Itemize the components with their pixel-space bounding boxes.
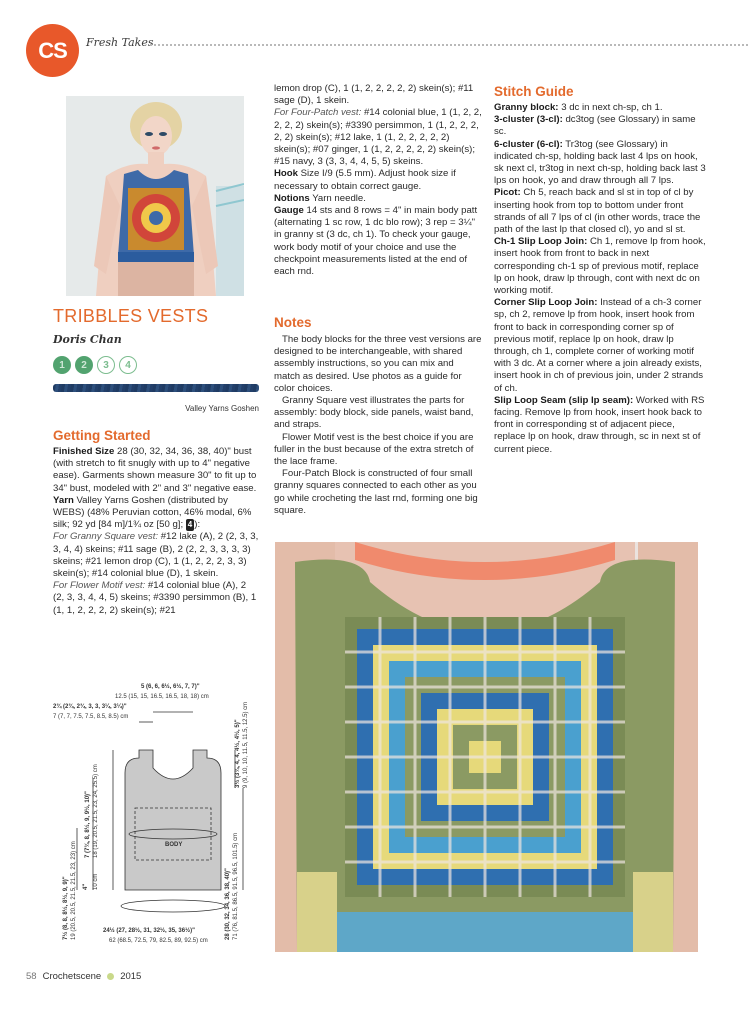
schematic-bottom: 24½ (27, 28½, 31, 32½, 35, 36½)": [103, 928, 195, 934]
stitch-guide: [494, 102, 708, 456]
model-photo: [66, 96, 244, 296]
hook-info: Hook Size I/9 (5.5 mm). Adjust hook size if necessary to obtain correct gauge.: [274, 168, 456, 192]
yarn-weight-icon: 4: [186, 519, 194, 531]
flower-colors: For Flower Motif vest: #14 colonial blue (A), 2 (2, 3, 3, 4, 4, 5) skeins; #3390 persimmon (B), 1 (1, 1, 2, 2, 2, 2) skein(s); #21: [53, 580, 257, 616]
notes-paragraph: The body blocks for the three vest versions are designed to be interchangeable, with shared assembly instructions, so you can mix and match as desired. Use photos as a guide for color choices.: [274, 334, 482, 394]
notes-paragraph: Granny Square vest illustrates the parts for assembly: body block, side panels, waist band, and straps.: [274, 395, 474, 431]
pattern-title: TRIBBLES VESTS: [53, 306, 209, 326]
magazine-name: Crochetscene: [42, 971, 102, 982]
notes-heading: Notes: [274, 315, 312, 330]
skill-level-2: 2: [75, 356, 93, 374]
schematic-bust: 28 (30, 32, 34, 36, 38, 40)": [225, 868, 231, 940]
finished-size: Finished Size 28 (30, 32, 34, 36, 38, 40)" bust (with stretch to fit snugly with up to 4" negative ease). Garments shown measure 30" to fit up to 34" bust, modeled with 2" and 3" negative ease.: [53, 446, 257, 494]
schematic-bust-cm: 71 (76, 81.5, 86.5, 91.5, 96.5, 101.5) cm: [233, 832, 239, 940]
schematic-strap: 2¾ (2¾, 2¾, 3, 3, 3¼, 3¼)": [53, 704, 127, 710]
magazine-logo: CS: [26, 24, 79, 77]
yarn-caption: Valley Yarns Goshen: [185, 404, 259, 413]
size-schematic: [53, 678, 273, 948]
schematic-armhole: 3½ (3¾, 4, 4, 4½, 4½, 5)": [235, 719, 241, 788]
schematic-left-height-cm: 18 (19, 20.5, 21.5, 23, 24, 25.5) cm: [93, 764, 99, 858]
schematic-body-height: 7½ (8, 8, 8½, 8½, 9, 9)": [63, 876, 69, 940]
yarn-swatch: [53, 384, 259, 392]
fourpatch-colors: For Four-Patch vest: #14 colonial blue, 1 (1, 2, 2, 2, 2, 2) skein(s); #3390 persimmon, 1 (1, 2, 2, 2, 2, 2) skein(s); #12 lake, 1 (1, 2, 2, 2, 2, 2) skein(s); #07 ginger, 1 (1, 2, 2, 2, 2, 2) skein(s); #15 navy, 3 (3, 3, 4, 4, 5, 5) skeins.: [274, 107, 482, 168]
schematic-body-height-cm: 19 (20.5, 20.5, 21.5, 21.5, 23, 23) cm: [71, 841, 77, 940]
page-number: 58: [26, 971, 37, 982]
skill-level-1: 1: [53, 356, 71, 374]
schematic-waist: 4": [83, 883, 89, 890]
notes-text: [274, 334, 482, 517]
stitch-entry: Picot: Ch 5, reach back and sl st in top of cl by inserting hook from top to bottom under front strands of all 7 lps of cl (in other words, trace the path of the last lp that closed cl), yo and sl st.: [494, 187, 701, 236]
stitch-guide-heading: Stitch Guide: [494, 84, 574, 99]
schematic-bottom-cm: 62 (68.5, 72.5, 79, 82.5, 89, 92.5) cm: [109, 938, 208, 944]
stitch-entry: 3-cluster (3-cl): dc3tog (see Glossary) in same sc.: [494, 114, 696, 138]
stitch-entry: Slip Loop Seam (slip lp seam): Worked with RS facing. Remove lp from hook, insert hook back to front in corresponding st of adjacent piece, replace lp on hook, draw through, sc in next st of current piece.: [494, 394, 705, 455]
stitch-entry: Ch-1 Slip Loop Join: Ch 1, remove lp from hook, insert hook from front to back in next corresponding ch-1 sp of previous motif, replace lp on hook, draw lp through, cont with next dc on working motif.: [494, 236, 706, 297]
skill-level-3: 3: [97, 356, 115, 374]
getting-started-heading: Getting Started: [53, 428, 151, 443]
notions-info: Notions Yarn needle.: [274, 192, 366, 204]
schematic-body-label: BODY: [165, 842, 183, 848]
schematic-armhole-cm: 9 (9, 10, 10, 11.5, 11.5, 12.5) cm: [243, 701, 249, 788]
schematic-left-height: 7 (7¾, 8, 8½, 9, 9½, 10)": [85, 791, 91, 858]
flower-colors-cont: lemon drop (C), 1 (1, 2, 2, 2, 2, 2) skein(s); #11 sage (D), 1 skein.: [274, 83, 474, 107]
footer-dot-icon: [107, 973, 114, 980]
materials-column-2: [274, 83, 482, 278]
skill-level-4: 4: [119, 356, 137, 374]
vest-closeup-photo: [275, 542, 698, 952]
schematic-strap-cm: 7 (7, 7, 7.5, 7.5, 8.5, 8.5) cm: [53, 714, 129, 720]
yarn-info: Yarn Valley Yarns Goshen (distributed by WEBS) (48% Peruvian cotton, 46% modal, 6% silk; 92 yd [84 m]/1¾ oz [50 g]; 4 ):: [53, 494, 252, 531]
gauge-info: Gauge 14 sts and 8 rows = 4" in main body patt (alternating 1 sc row, 1 dc blo row); 3 rep = 3¼" in granny st (3 dc, ch 1). To check your gauge, work body motif of your choice and use the checkpoint measurements listed at the end of each rnd.: [274, 205, 478, 278]
page-footer: [26, 971, 141, 982]
stitch-entry: Granny block: 3 dc in next ch-sp, ch 1.: [494, 102, 663, 113]
issue-year: 2015: [120, 971, 142, 982]
header-divider: [150, 44, 748, 46]
schematic-top-width: 5 (6, 6, 6½, 6½, 7, 7)": [141, 684, 200, 690]
notes-paragraph: Four-Patch Block is constructed of four small granny squares connected to each other as you go while crocheting the last rnd, forming one big square.: [274, 468, 478, 516]
designer-name: Doris Chan: [53, 333, 122, 346]
notes-paragraph: Flower Motif vest is the best choice if you are fuller in the bust because of the extra stretch of the lace frame.: [274, 431, 474, 468]
schematic-waist-cm: 10 cm: [93, 873, 99, 890]
section-title: Fresh Takes: [86, 36, 154, 49]
schematic-top-width-cm: 12.5 (15, 15, 16.5, 16.5, 18, 18) cm: [115, 694, 209, 700]
stitch-entry: 6-cluster (6-cl): Tr3tog (see Glossary) in indicated ch-sp, holding back last 4 lps on hook, sk next cl, tr3tog in next ch-sp, holding back last 3 lps on hook, yo and draw through all 7 lps.: [494, 138, 706, 187]
skill-level-indicator: [53, 356, 137, 374]
materials-column: [53, 446, 259, 617]
granny-colors: For Granny Square vest: #12 lake (A), 2 (2, 3, 3, 3, 4, 4) skeins; #11 sage (B), 2 (2, 2, 3, 3, 3, 3) skeins; #21 lemon drop (C), 1 (1, 2, 2, 2, 3, 3) skein(s); #14 colonial blue (D), 1 skein.: [53, 531, 259, 580]
stitch-entry: Corner Slip Loop Join: Instead of a ch-3 corner sp, ch 2, remove lp from hook, insert hook from front to back in corresponding corner sp of previous motif, replace lp on hook, draw lp through, ch 1, complete corner of working motif with 3 dc. At a corner where a join already exists, insert hook in ch of previous join, under 2 strands of ch.: [494, 297, 704, 394]
